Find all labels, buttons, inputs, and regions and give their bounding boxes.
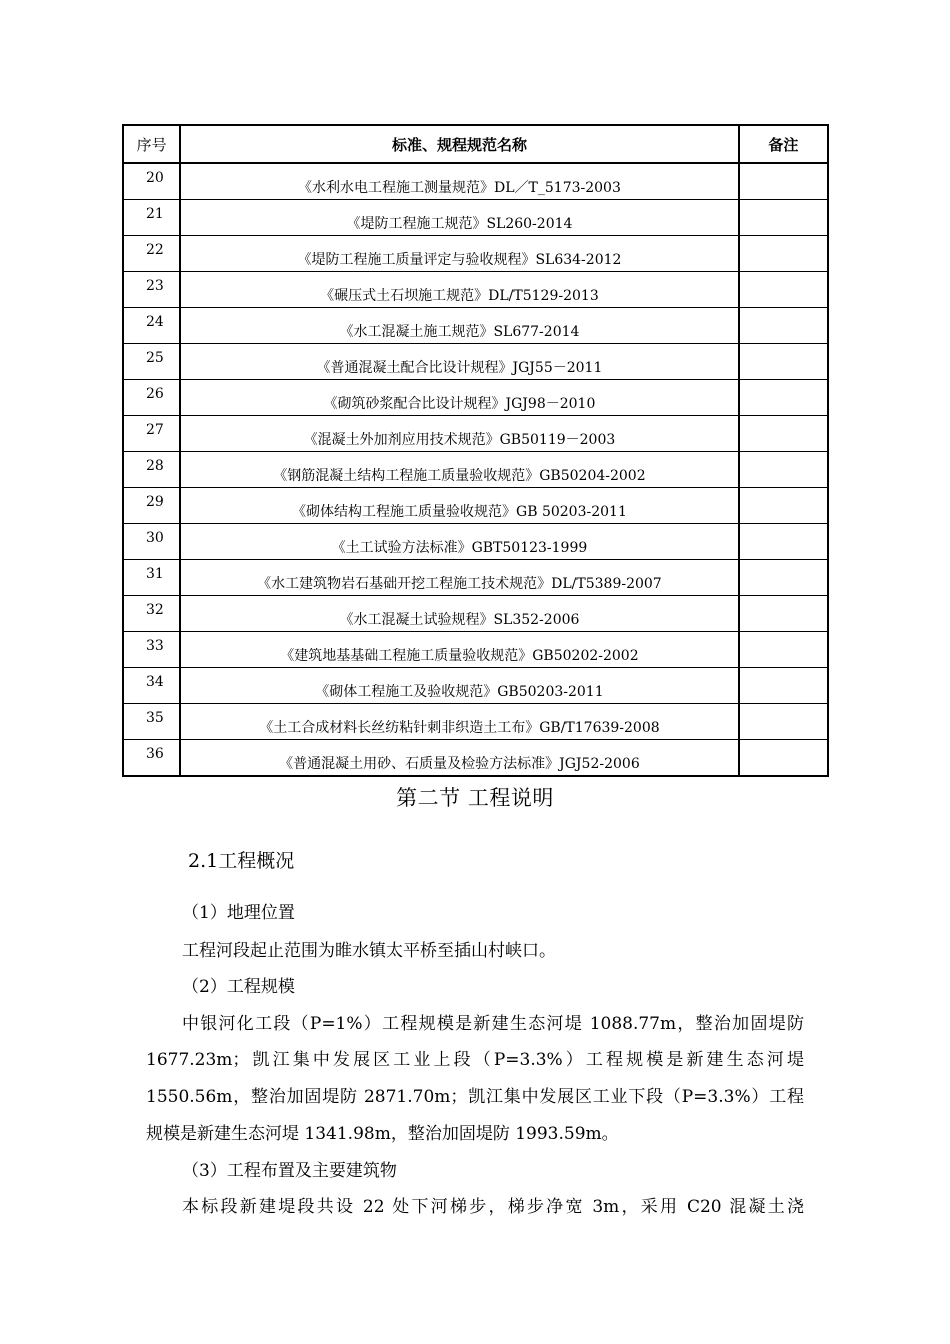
- row-name: 《土工合成材料长丝纺粘针刺非织造土工布》GB/T17639-2008: [180, 704, 739, 740]
- header-no: 序号: [123, 125, 180, 163]
- row-no: 26: [123, 380, 180, 416]
- table-row: [123, 380, 828, 416]
- row-no: 32: [123, 596, 180, 632]
- row-remark: [739, 236, 828, 272]
- row-name: 《水工混凝土施工规范》SL677-2014: [180, 308, 739, 344]
- table-row: [123, 272, 828, 308]
- row-no: 33: [123, 632, 180, 668]
- row-name: 《土工试验方法标准》GBT50123-1999: [180, 524, 739, 560]
- row-name: 《钢筋混凝土结构工程施工质量验收规范》GB50204-2002: [180, 452, 739, 488]
- row-no: 31: [123, 560, 180, 596]
- row-remark: [739, 200, 828, 236]
- row-no: 34: [123, 668, 180, 704]
- row-no: 23: [123, 272, 180, 308]
- row-name: 《碾压式土石坝施工规范》DL/T5129-2013: [180, 272, 739, 308]
- table-row: [123, 668, 828, 704]
- subsection-title: 2.1工程概况: [188, 850, 295, 872]
- location-text: 工程河段起止范围为睢水镇太平桥至插山村峡口。: [182, 941, 556, 961]
- table-row: [123, 344, 828, 380]
- scale-line-3: 1550.56m，整治加固堤防 2871.70m；凯江集中发展区工业下段（P=3.3%）工程: [146, 1087, 804, 1107]
- row-remark: [739, 163, 828, 200]
- table-row: [123, 704, 828, 740]
- location-heading: （1）地理位置: [182, 903, 295, 923]
- row-name: 《普通混凝土用砂、石质量及检验方法标准》JGJ52-2006: [180, 740, 739, 777]
- row-no: 21: [123, 200, 180, 236]
- table-row: [123, 740, 828, 777]
- header-remark: 备注: [739, 125, 828, 163]
- row-remark: [739, 272, 828, 308]
- table-row: [123, 163, 828, 200]
- scale-line-2: 1677.23m；凯江集中发展区工业上段（P=3.3%）工程规模是新建生态河堤: [146, 1050, 804, 1070]
- row-name: 《水工混凝土试验规程》SL352-2006: [180, 596, 739, 632]
- row-remark: [739, 560, 828, 596]
- row-no: 36: [123, 740, 180, 777]
- row-name: 《混凝土外加剂应用技术规范》GB50119－2003: [180, 416, 739, 452]
- row-name: 《堤防工程施工质量评定与验收规程》SL634-2012: [180, 236, 739, 272]
- row-name: 《水工建筑物岩石基础开挖工程施工技术规范》DL/T5389-2007: [180, 560, 739, 596]
- row-remark: [739, 704, 828, 740]
- row-no: 22: [123, 236, 180, 272]
- table-row: [123, 200, 828, 236]
- row-remark: [739, 452, 828, 488]
- table-row: [123, 560, 828, 596]
- standards-table: [122, 124, 829, 777]
- row-remark: [739, 416, 828, 452]
- row-remark: [739, 308, 828, 344]
- table-row: [123, 596, 828, 632]
- row-name: 《砌筑砂浆配合比设计规程》JGJ98－2010: [180, 380, 739, 416]
- table-row: [123, 488, 828, 524]
- row-no: 29: [123, 488, 180, 524]
- row-remark: [739, 668, 828, 704]
- table-row: [123, 236, 828, 272]
- row-no: 28: [123, 452, 180, 488]
- scale-line-1: 中银河化工段（P=1%）工程规模是新建生态河堤 1088.77m，整治加固堤防: [182, 1014, 804, 1034]
- layout-text: 本标段新建堤段共设 22 处下河梯步，梯步净宽 3m，采用 C20 混凝土浇: [182, 1197, 804, 1217]
- row-remark: [739, 596, 828, 632]
- row-remark: [739, 524, 828, 560]
- layout-heading: （3）工程布置及主要建筑物: [182, 1161, 397, 1181]
- scale-line-4: 规模是新建生态河堤 1341.98m，整治加固堤防 1993.59m。: [146, 1124, 619, 1144]
- row-no: 30: [123, 524, 180, 560]
- scale-heading: （2）工程规模: [182, 977, 295, 997]
- row-no: 27: [123, 416, 180, 452]
- header-name: 标准、规程规范名称: [180, 125, 739, 163]
- row-name: 《建筑地基基础工程施工质量验收规范》GB50202-2002: [180, 632, 739, 668]
- table-header-row: [123, 125, 828, 163]
- row-no: 20: [123, 163, 180, 200]
- table-row: [123, 524, 828, 560]
- row-remark: [739, 380, 828, 416]
- row-name: 《堤防工程施工规范》SL260-2014: [180, 200, 739, 236]
- row-remark: [739, 632, 828, 668]
- table-body: [123, 163, 828, 776]
- row-name: 《水利水电工程施工测量规范》DL／T_5173-2003: [180, 163, 739, 200]
- section-title: 第二节 工程说明: [396, 786, 554, 810]
- row-remark: [739, 488, 828, 524]
- row-no: 35: [123, 704, 180, 740]
- table-row: [123, 452, 828, 488]
- row-remark: [739, 344, 828, 380]
- row-remark: [739, 740, 828, 777]
- table-row: [123, 308, 828, 344]
- table-row: [123, 416, 828, 452]
- row-no: 24: [123, 308, 180, 344]
- table-row: [123, 632, 828, 668]
- row-name: 《砌体工程施工及验收规范》GB50203-2011: [180, 668, 739, 704]
- row-no: 25: [123, 344, 180, 380]
- row-name: 《砌体结构工程施工质量验收规范》GB 50203-2011: [180, 488, 739, 524]
- row-name: 《普通混凝土配合比设计规程》JGJ55－2011: [180, 344, 739, 380]
